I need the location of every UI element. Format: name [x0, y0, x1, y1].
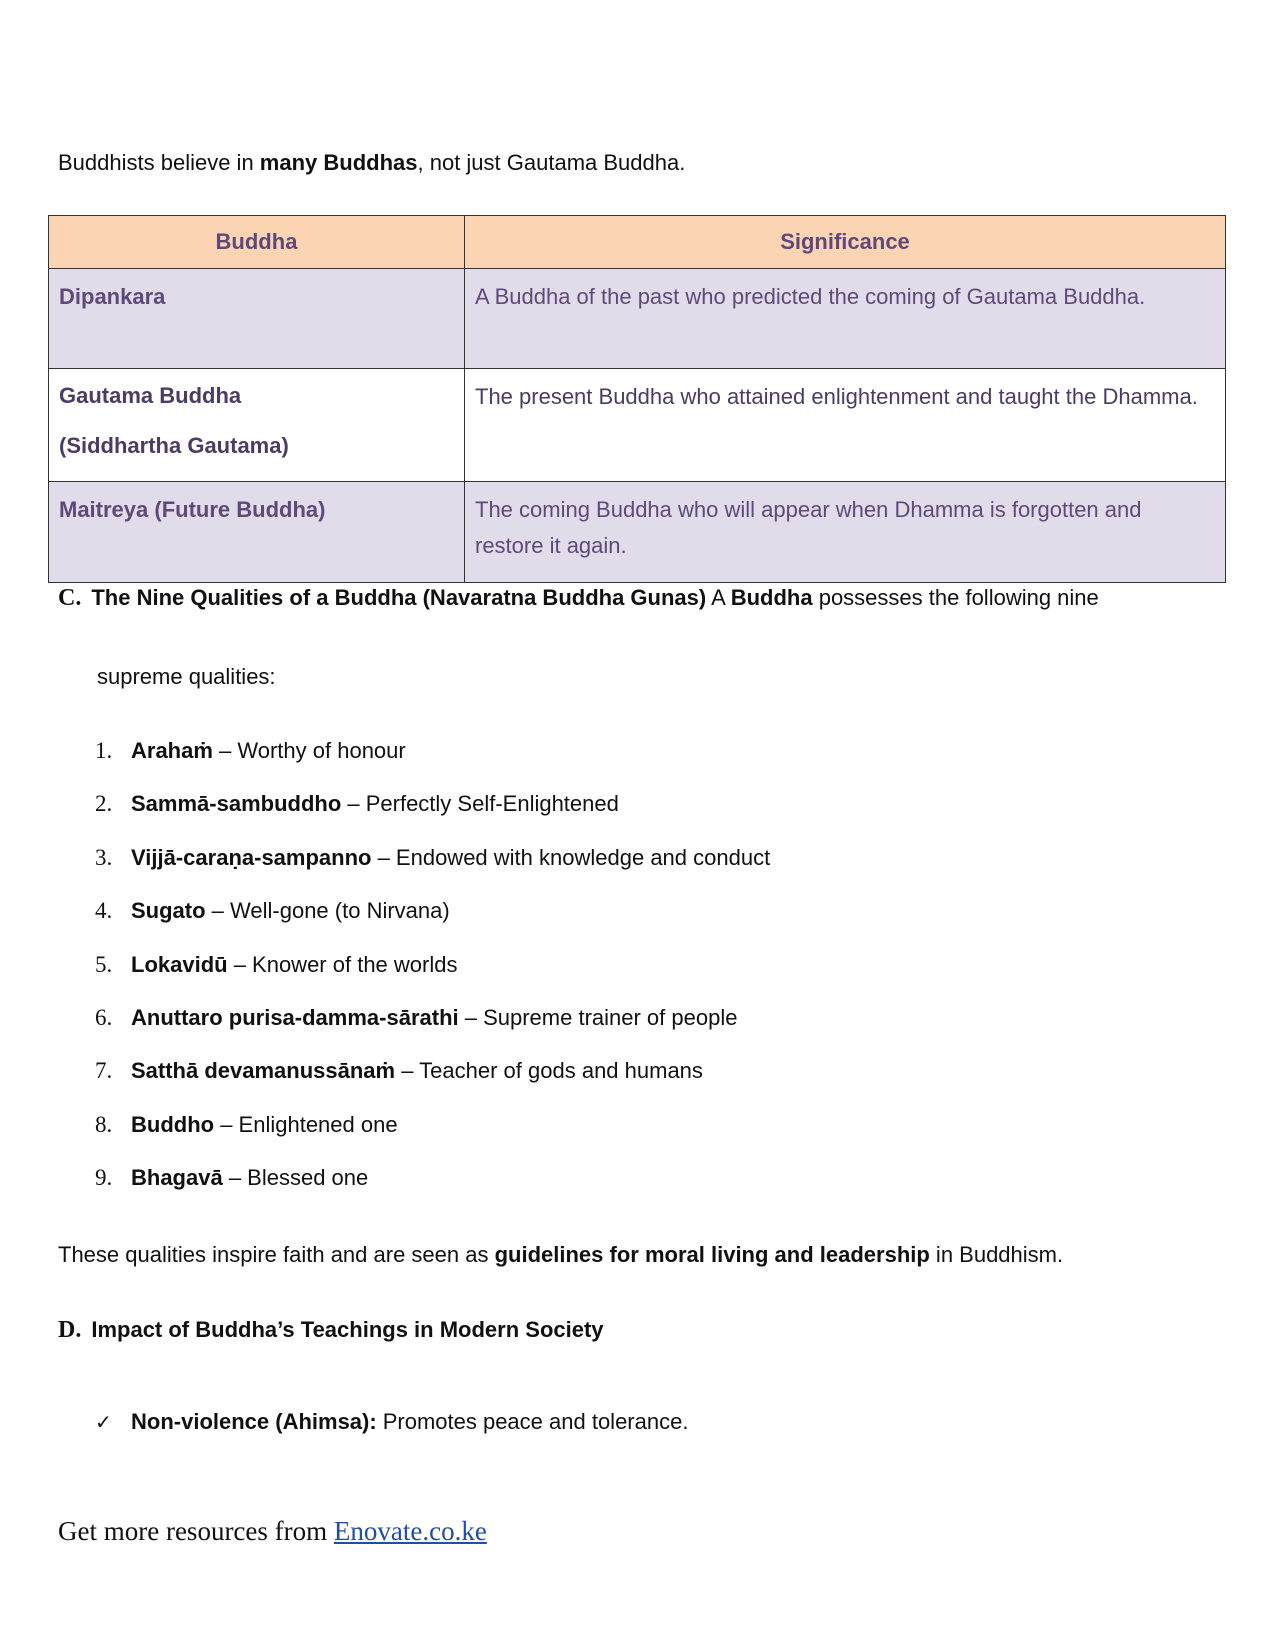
list-item [95, 1058, 770, 1111]
buddha-name-secondary: (Siddhartha Gautama) [59, 433, 289, 458]
quality-meaning: – Knower of the worlds [227, 951, 458, 977]
quality-meaning: – Enlightened one [214, 1111, 398, 1137]
table-row [49, 482, 1226, 583]
item-number: 4. [95, 898, 113, 924]
table-header-row [49, 216, 1226, 269]
item-number: 1. [95, 738, 113, 763]
quality-term: Satthā devamanussānaṁ [131, 1058, 396, 1084]
significance-cell: The coming Buddha who will appear when Dhamma is forgotten and restore it again. [465, 482, 1226, 583]
quality-meaning: – Endowed with knowledge and conduct [371, 844, 771, 870]
list-item [95, 898, 770, 951]
list-item [95, 952, 770, 1005]
list-item [95, 1005, 770, 1058]
item-number: 5. [95, 951, 113, 977]
section-c-bold-word: Buddha [730, 585, 813, 610]
quality-term: Buddho [131, 1111, 215, 1137]
item-number: 9. [95, 1165, 113, 1191]
section-d-title: Impact of Buddha’s Teachings in Modern Society [91, 1317, 604, 1342]
quality-meaning: – Teacher of gods and humans [395, 1058, 703, 1084]
buddhas-table [48, 215, 1226, 583]
list-item [95, 1112, 770, 1165]
qualities-list [95, 738, 770, 1219]
section-c-title: The Nine Qualities of a Buddha (Navaratna Buddha Gunas) [91, 585, 707, 610]
closing-text-before: These qualities inspire faith and are seen as [58, 1242, 495, 1267]
quality-term: Sammā-sambuddho [131, 791, 342, 817]
quality-meaning: – Perfectly Self-Enlightened [341, 791, 619, 817]
quality-term: Anuttaro purisa-damma-sārathi [131, 1004, 459, 1030]
quality-meaning: – Well-gone (to Nirvana) [205, 898, 450, 924]
closing-paragraph [58, 1242, 1063, 1268]
item-number: 8. [95, 1111, 113, 1137]
table-row [49, 269, 1226, 369]
list-item [95, 791, 770, 844]
impact-text: Promotes peace and tolerance. [382, 1409, 689, 1434]
section-c-text-a: A [706, 585, 731, 610]
item-number: 2. [95, 791, 113, 817]
column-header-buddha: Buddha [49, 216, 465, 269]
intro-text-after: , not just Gautama Buddha. [417, 150, 686, 175]
quality-term: Vijjā-caraṇa-sampanno [131, 844, 372, 870]
list-item [95, 845, 770, 898]
list-item [95, 1165, 770, 1218]
quality-meaning: – Supreme trainer of people [458, 1004, 738, 1030]
column-header-significance: Significance [465, 216, 1226, 269]
significance-cell: A Buddha of the past who predicted the coming of Gautama Buddha. [465, 269, 1226, 369]
item-number: 7. [95, 1058, 113, 1084]
quality-term: Lokavidū [131, 951, 228, 977]
section-c-heading [58, 585, 1099, 612]
table-row [49, 369, 1226, 482]
closing-bold-text: guidelines for moral living and leadership [494, 1242, 930, 1267]
closing-text-after: in Buddhism. [929, 1242, 1064, 1267]
buddha-name-cell [49, 269, 465, 369]
section-c-continuation: supreme qualities: [97, 664, 276, 689]
item-number: 6. [95, 1004, 113, 1030]
quality-term: Arahaṁ [131, 738, 213, 763]
significance-cell: The present Buddha who attained enlightenment and taught the Dhamma. [465, 369, 1226, 482]
quality-term: Sugato [131, 898, 206, 924]
section-c-text-b: possesses the following nine [812, 585, 1099, 610]
intro-text-before: Buddhists believe in [58, 150, 260, 175]
item-number: 3. [95, 844, 113, 870]
section-c-letter: C. [58, 585, 82, 611]
buddha-name: Maitreya (Future Buddha) [59, 497, 326, 522]
section-d-letter: D. [58, 1317, 82, 1343]
buddha-name: Dipankara [59, 284, 166, 309]
enovate-link[interactable]: Enovate.co.ke [333, 1516, 487, 1546]
impact-term: Non-violence (Ahimsa): [131, 1409, 377, 1434]
quality-meaning: – Worthy of honour [212, 738, 406, 763]
buddha-name-cell [49, 369, 465, 482]
footer [58, 1516, 487, 1547]
section-d-heading [58, 1317, 604, 1344]
list-item [95, 1409, 688, 1435]
list-item [95, 738, 770, 791]
buddha-name: Gautama Buddha [59, 383, 242, 408]
intro-paragraph [58, 150, 685, 176]
quality-meaning: – Blessed one [222, 1165, 369, 1191]
intro-bold-text: many Buddhas [259, 150, 418, 175]
footer-text: Get more resources from [58, 1516, 334, 1546]
buddha-name-cell [49, 482, 465, 583]
quality-term: Bhagavā [131, 1165, 223, 1191]
check-icon: ✓ [95, 1411, 112, 1434]
